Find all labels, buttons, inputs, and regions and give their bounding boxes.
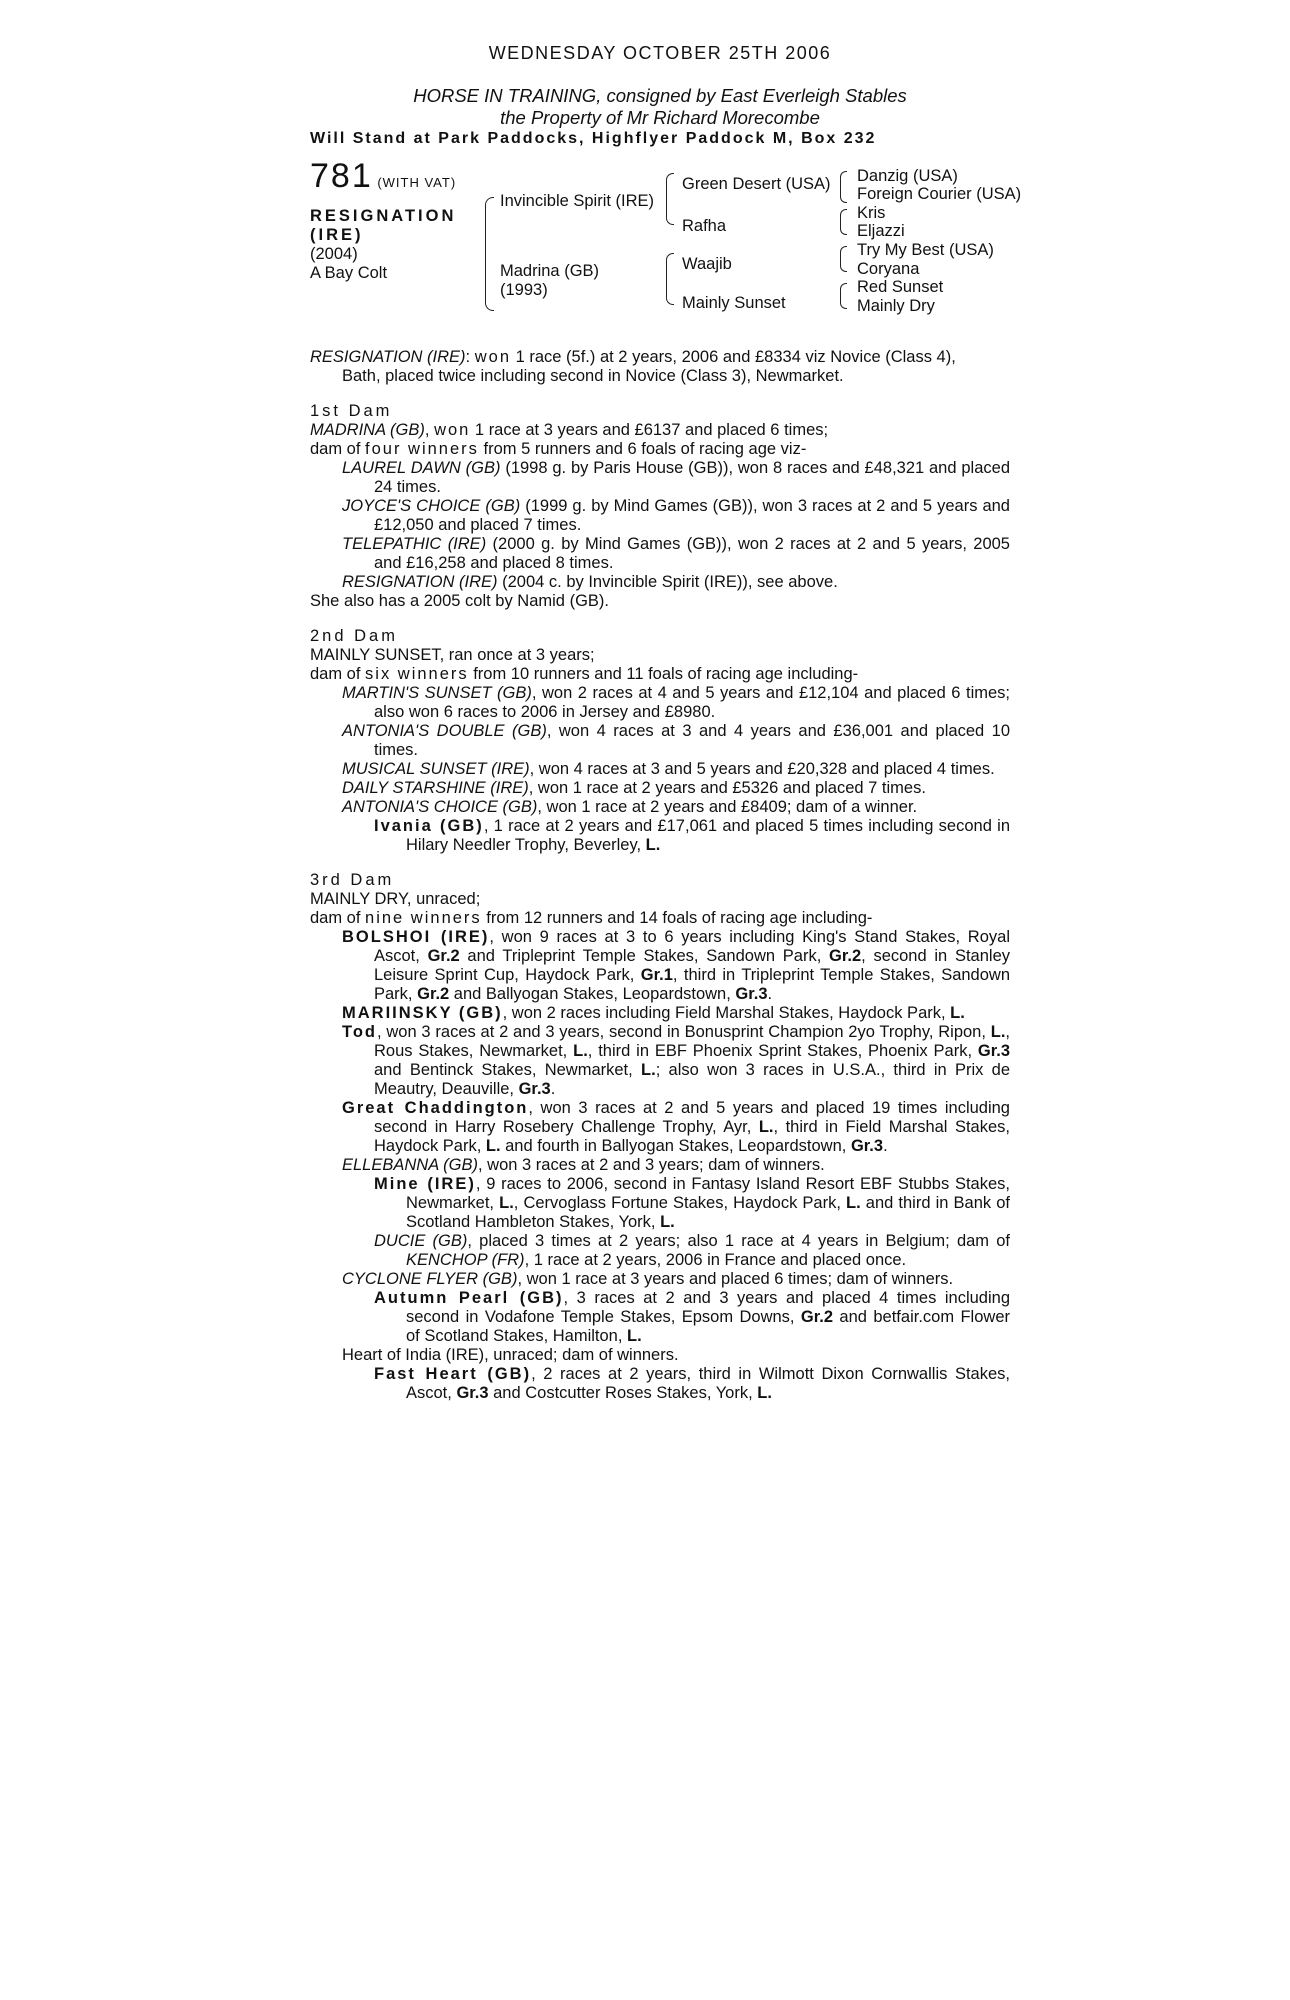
- section-heading: 3rd Dam: [310, 871, 395, 889]
- ds-dam: Coryana: [857, 260, 920, 278]
- first-dam-section: 1st Dam MADRINA (GB), won 1 race at 3 years and £6137 and placed 6 times; dam of four winners from 5 runners and 6 foals of racing age viz- LAUREL DAWN (GB) (1998 g. by Paris House (GB)), won 8 races and £48,321 and placed 24 times. JOYCE'S CHOICE (GB) (1999 g. by Mind Games (GB)), won 3 races at 2 and 5 years and £12,050 and placed 7 times. TELEPATHIC (IRE) (2000 g. by Mind Games (GB)), won 2 races at 2 and 5 years, 2005 and £16,258 and placed 8 times. RESIGNATION (IRE) (2004 c. by Invincible Spirit (IRE)), see above. She also has a 2005 colt by Namid (GB).: [310, 402, 1010, 610]
- pedigree-table: [310, 157, 1022, 332]
- list-item: MARIINSKY (GB), won 2 races including Field Marshal Stakes, Haydock Park, L.: [342, 1004, 965, 1022]
- list-item: ANTONIA'S CHOICE (GB), won 1 race at 2 years and £8409; dam of a winner.: [342, 798, 918, 816]
- list-item: Fast Heart (GB), 2 races at 2 years, third in Wilmott Dixon Cornwallis Stakes, Ascot, Gr.3 and Costcutter Roses Stakes, York, L.: [374, 1365, 1010, 1402]
- list-item: LAUREL DAWN (GB) (1998 g. by Paris House (GB)), won 8 races and £48,321 and placed 24 times.: [342, 459, 1010, 496]
- list-item: JOYCE'S CHOICE (GB) (1999 g. by Mind Games (GB)), won 3 races at 2 and 5 years and £12,050 and placed 7 times.: [342, 497, 1010, 534]
- ds-sire: Try My Best (USA): [857, 241, 994, 259]
- sale-date: WEDNESDAY OCTOBER 25TH 2006: [488, 43, 832, 63]
- horse-country: (IRE): [310, 226, 364, 244]
- consignor-line: HORSE IN TRAINING, consigned by East Everleigh Stables: [413, 85, 907, 106]
- horse-name: RESIGNATION: [310, 207, 457, 225]
- list-item: MARTIN'S SUNSET (GB), won 2 races at 4 and 5 years and £12,104 and placed 6 times; also won 6 races to 2006 in Jersey and £8980.: [342, 684, 1010, 721]
- list-item: ANTONIA'S DOUBLE (GB), won 4 races at 3 and 4 years and £36,001 and placed 10 times.: [342, 722, 1010, 759]
- sd-dam: Eljazzi: [857, 222, 905, 240]
- horse-description: A Bay Colt: [310, 264, 388, 282]
- dd-dam: Mainly Dry: [857, 297, 935, 315]
- dam-year: (1993): [500, 281, 548, 299]
- section-heading: 1st Dam: [310, 402, 393, 420]
- sd-sire: Kris: [857, 204, 886, 222]
- horse-year: (2004): [310, 245, 358, 263]
- race-summary: RESIGNATION (IRE): won 1 race (5f.) at 2 years, 2006 and £8334 viz Novice (Class 4), Bath, placed twice including second in Novice (Class 3), Newmarket.: [310, 348, 956, 385]
- list-item: CYCLONE FLYER (GB), won 1 race at 3 years and placed 6 times; dam of winners.: [342, 1270, 954, 1288]
- lot-number: 781: [310, 157, 373, 195]
- owner-line: the Property of Mr Richard Morecombe: [500, 107, 820, 128]
- list-item: Great Chaddington, won 3 races at 2 and 5 years and placed 19 times including second in Harry Rosebery Challenge Trophy, Ayr, L., third in Field Marshal Stakes, Haydock Park, L. and fourth in Ballyogan Stakes, Leopardstown, Gr.3.: [342, 1099, 1010, 1155]
- pedigree-brace: [666, 173, 674, 225]
- stand-location: Will Stand at Park Paddocks, Highflyer Paddock M, Box 232: [310, 130, 877, 147]
- consignment-block: [310, 85, 1010, 129]
- list-item: Tod, won 3 races at 2 and 3 years, second in Bonusprint Champion 2yo Trophy, Ripon, L., Rous Stakes, Newmarket, L., third in EBF Phoenix Sprint Stakes, Phoenix Park, Gr.3 and Bentinck Stakes, Newmarket, L.; also won 3 races in U.S.A., third in Prix de Meautry, Deauville, Gr.3.: [342, 1023, 1010, 1098]
- pedigree-brace: [840, 283, 847, 309]
- list-item: RESIGNATION (IRE) (2004 c. by Invincible Spirit (IRE)), see above.: [342, 573, 838, 591]
- lot-heading: [310, 157, 457, 195]
- list-item: BOLSHOI (IRE), won 9 races at 3 to 6 years including King's Stand Stakes, Royal Ascot, Gr.2 and Tripleprint Temple Stakes, Sandown Park, Gr.2, second in Stanley Leisure Sprint Cup, Haydock Park, Gr.1, third in Tripleprint Temple Stakes, Sandown Park, Gr.2 and Ballyogan Stakes, Leopardstown, Gr.3.: [342, 928, 1011, 1003]
- dam-sire: Waajib: [682, 255, 732, 273]
- list-item: Heart of India (IRE), unraced; dam of winners.: [342, 1346, 679, 1364]
- second-dam-section: 2nd Dam MAINLY SUNSET, ran once at 3 years; dam of six winners from 10 runners and 11 foals of racing age including- MARTIN'S SUNSET (GB), won 2 races at 4 and 5 years and £12,104 and placed 6 times; also won 6 races to 2006 in Jersey and £8980. ANTONIA'S DOUBLE (GB), won 4 races at 3 and 4 years and £36,001 and placed 10 times. MUSICAL SUNSET (IRE), won 4 races at 3 and 5 years and £20,328 and placed 4 times. DAILY STARSHINE (IRE), won 1 race at 2 years and £5326 and placed 7 times. ANTONIA'S CHOICE (GB), won 1 race at 2 years and £8409; dam of a winner. Ivania (GB), 1 race at 2 years and £17,061 and placed 5 times including second in Hilary Needler Trophy, Beverley, L.: [310, 627, 1010, 854]
- list-item: ELLEBANNA (GB), won 3 races at 2 and 3 years; dam of winners.: [342, 1156, 825, 1174]
- catalogue-page: [310, 43, 1022, 1403]
- pedigree-brace: [840, 209, 847, 235]
- sire: Invincible Spirit (IRE): [500, 192, 655, 210]
- pedigree-brace: [485, 197, 494, 311]
- summary-horse-name: RESIGNATION (IRE): [310, 348, 466, 366]
- sire-dam: Rafha: [682, 217, 727, 235]
- section-heading: 2nd Dam: [310, 627, 398, 645]
- list-item: Ivania (GB), 1 race at 2 years and £17,061 and placed 5 times including second in Hilary Needler Trophy, Beverley, L.: [374, 817, 1010, 854]
- ss-dam: Foreign Courier (USA): [857, 185, 1022, 203]
- ss-sire: Danzig (USA): [857, 167, 958, 185]
- pedigree-brace: [666, 253, 674, 305]
- vat-note: (WITH VAT): [377, 175, 457, 190]
- third-dam-section: 3rd Dam MAINLY DRY, unraced; dam of nine winners from 12 runners and 14 foals of racing age including- BOLSHOI (IRE), won 9 races at 3 to 6 years including King's Stand Stakes, Royal Ascot, Gr.2 and Tripleprint Temple Stakes, Sandown Park, Gr.2, second in Stanley Leisure Sprint Cup, Haydock Park, Gr.1, third in Tripleprint Temple Stakes, Sandown Park, Gr.2 and Ballyogan Stakes, Leopardstown, Gr.3. MARIINSKY (GB), won 2 races including Field Marshal Stakes, Haydock Park, L. Tod, won 3 races at 2 and 3 years, second in Bonusprint Champion 2yo Trophy, Ripon, L., Rous Stakes, Newmarket, L., third in EBF Phoenix Sprint Stakes, Phoenix Park, Gr.3 and Bentinck Stakes, Newmarket, L.; also won 3 races in U.S.A., third in Prix de Meautry, Deauville, Gr.3. Great Chaddington, won 3 races at 2 and 5 years and placed 19 times including second in Harry Rosebery Challenge Trophy, Ayr, L., third in Field Marshal Stakes, Haydock Park, L. and fourth in Ballyogan Stakes, Leopardstown, Gr.3. ELLEBANNA (GB), won 3 races at 2 and 3 years; dam of winners. Mine (IRE), 9 races to 2006, second in Fantasy Island Resort EBF Stubbs Stakes, Newmarket, L., Cervoglass Fortune Stakes, Haydock Park, L. and third in Bank of Scotland Hambleton Stakes, York, L. DUCIE (GB), placed 3 times at 2 years; also 1 race at 4 years in Belgium; dam of KENCHOP (FR), 1 race at 2 years, 2006 in France and placed once. CYCLONE FLYER (GB), won 1 race at 3 years and placed 6 times; dam of winners. Autumn Pearl (GB), 3 races at 2 and 3 years and placed 4 times including second in Vodafone Temple Stakes, Epsom Downs, Gr.2 and betfair.com Flower of Scotland Stakes, Hamilton, L. Heart of India (IRE), unraced; dam of winners. Fast Heart (GB), 2 races at 2 years, third in Wilmott Dixon Cornwallis Stakes, Ascot, Gr.3 and Costcutter Roses Stakes, York, L.: [310, 871, 1011, 1402]
- list-item: TELEPATHIC (IRE) (2000 g. by Mind Games (GB)), won 2 races at 2 and 5 years, 2005 and £16,258 and placed 8 times.: [342, 535, 1010, 572]
- list-item: Mine (IRE), 9 races to 2006, second in Fantasy Island Resort EBF Stubbs Stakes, Newmarket, L., Cervoglass Fortune Stakes, Haydock Park, L. and third in Bank of Scotland Hambleton Stakes, York, L.: [374, 1175, 1010, 1231]
- dam: Madrina (GB): [500, 262, 600, 280]
- pedigree-brace: [840, 246, 847, 272]
- sire-sire: Green Desert (USA): [682, 175, 831, 193]
- list-item: Autumn Pearl (GB), 3 races at 2 and 3 years and placed 4 times including second in Vodafone Temple Stakes, Epsom Downs, Gr.2 and betfair.com Flower of Scotland Stakes, Hamilton, L.: [374, 1289, 1010, 1345]
- list-item: DUCIE (GB), placed 3 times at 2 years; also 1 race at 4 years in Belgium; dam of KENCHOP (FR), 1 race at 2 years, 2006 in France and placed once.: [374, 1232, 1011, 1269]
- list-item: DAILY STARSHINE (IRE), won 1 race at 2 years and £5326 and placed 7 times.: [342, 779, 926, 797]
- dam-dam: Mainly Sunset: [682, 294, 786, 312]
- dd-sire: Red Sunset: [857, 278, 944, 296]
- list-item: MUSICAL SUNSET (IRE), won 4 races at 3 and 5 years and £20,328 and placed 4 times.: [342, 760, 995, 778]
- pedigree-brace: [840, 171, 847, 203]
